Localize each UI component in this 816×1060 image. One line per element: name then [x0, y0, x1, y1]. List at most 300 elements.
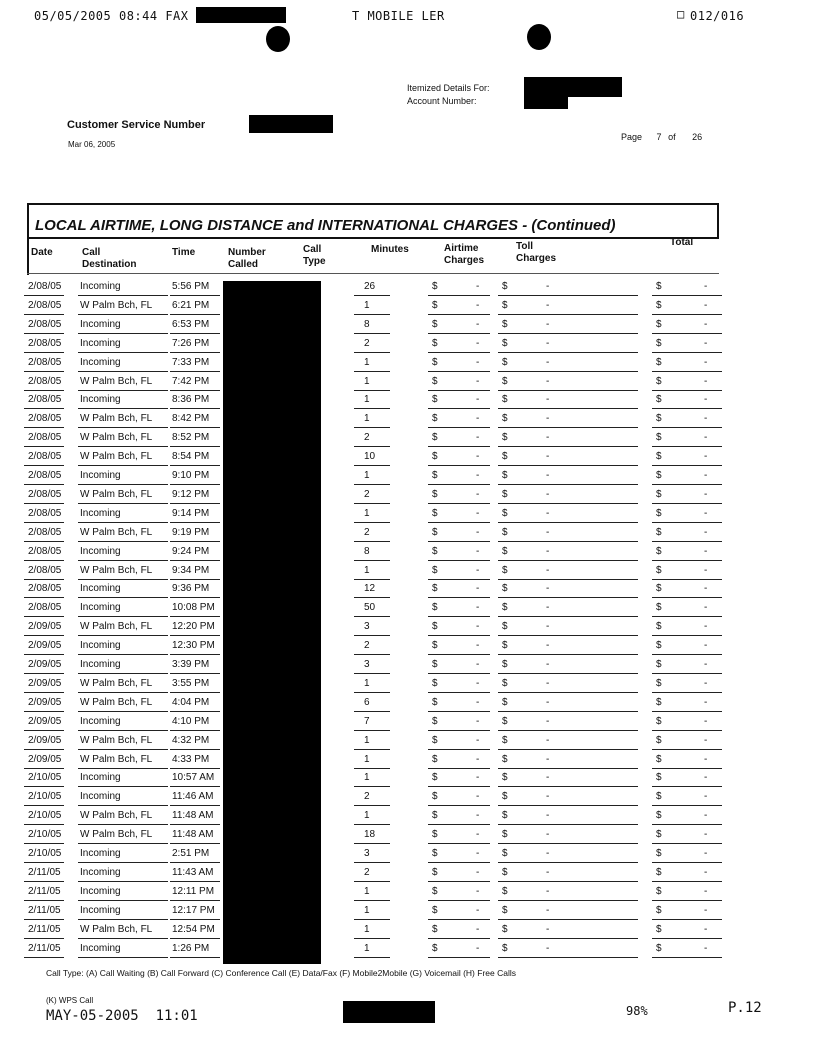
row-rule: [354, 333, 390, 334]
row-rule: [78, 919, 168, 920]
row-rule: [24, 333, 64, 334]
row-airtime-currency: $: [432, 375, 438, 387]
row-rule: [78, 295, 168, 296]
row-rule: [498, 824, 638, 825]
page-info: [621, 132, 702, 142]
row-airtime-value: -: [476, 299, 480, 311]
row-rule: [78, 881, 168, 882]
row-call-destination: W Palm Bch, FL: [80, 810, 153, 822]
row-total-currency: $: [656, 734, 662, 746]
row-time: 4:32 PM: [172, 734, 210, 746]
row-toll-currency: $: [502, 715, 508, 727]
row-rule: [428, 314, 490, 315]
row-toll-value: -: [546, 621, 550, 633]
row-rule: [78, 938, 168, 939]
row-rule: [428, 560, 490, 561]
row-rule: [354, 295, 390, 296]
row-rule: [78, 635, 168, 636]
row-rule: [652, 333, 722, 334]
row-airtime-value: -: [476, 281, 480, 292]
row-minutes: 1: [364, 772, 370, 784]
row-total-value: -: [704, 470, 708, 481]
row-call-destination: Incoming: [80, 602, 121, 614]
row-rule: [354, 465, 390, 466]
row-airtime-value: -: [476, 696, 480, 708]
row-rule: [652, 786, 722, 787]
row-rule: [498, 314, 638, 315]
row-minutes: 8: [364, 318, 370, 330]
row-time: 9:19 PM: [172, 526, 210, 538]
row-total-value: -: [704, 753, 708, 765]
table-row: [24, 864, 724, 883]
row-toll-currency: $: [502, 621, 508, 633]
row-toll-value: -: [546, 715, 550, 727]
row-rule: [170, 900, 220, 901]
row-total-currency: $: [656, 696, 662, 708]
row-rule: [428, 427, 490, 428]
row-total-currency: $: [656, 659, 662, 670]
row-total-value: -: [704, 923, 708, 935]
row-airtime-currency: $: [432, 356, 438, 368]
row-rule: [170, 711, 220, 712]
row-time: 10:08 PM: [172, 602, 215, 614]
row-minutes: 1: [364, 923, 370, 935]
row-airtime-value: -: [476, 356, 480, 368]
row-rule: [78, 465, 168, 466]
row-rule: [498, 352, 638, 353]
row-minutes: 1: [364, 356, 370, 368]
row-airtime-currency: $: [432, 299, 438, 311]
row-airtime-value: -: [476, 470, 480, 481]
row-call-destination: W Palm Bch, FL: [80, 621, 153, 633]
row-total-value: -: [704, 904, 708, 916]
row-call-destination: W Palm Bch, FL: [80, 526, 153, 538]
redaction-block: [524, 95, 568, 109]
row-total-currency: $: [656, 677, 662, 689]
row-rule: [78, 843, 168, 844]
row-rule: [354, 805, 390, 806]
table-row: [24, 732, 724, 751]
row-airtime-value: -: [476, 640, 480, 652]
row-total-value: -: [704, 526, 708, 538]
row-rule: [652, 371, 722, 372]
row-date: 2/09/05: [28, 753, 62, 765]
row-rule: [354, 560, 390, 561]
row-call-destination: Incoming: [80, 545, 121, 557]
table-row: [24, 902, 724, 921]
row-rule: [354, 522, 390, 523]
row-airtime-value: -: [476, 318, 480, 330]
table-row: [24, 713, 724, 732]
row-airtime-currency: $: [432, 318, 438, 330]
row-rule: [652, 730, 722, 731]
row-rule: [24, 503, 64, 504]
row-call-destination: Incoming: [80, 583, 121, 595]
row-rule: [170, 938, 220, 939]
row-rule: [24, 616, 64, 617]
row-date: 2/08/05: [28, 470, 62, 481]
row-call-destination: Incoming: [80, 772, 121, 784]
row-minutes: 2: [364, 866, 370, 878]
row-rule: [428, 919, 490, 920]
row-rule: [24, 635, 64, 636]
row-airtime-currency: $: [432, 753, 438, 765]
row-call-destination: Incoming: [80, 904, 121, 916]
row-time: 3:55 PM: [172, 677, 210, 689]
row-toll-value: -: [546, 470, 550, 481]
row-rule: [428, 503, 490, 504]
row-rule: [78, 805, 168, 806]
row-time: 1:26 PM: [172, 942, 210, 954]
row-toll-value: -: [546, 564, 550, 576]
row-rule: [652, 900, 722, 901]
row-rule: [652, 446, 722, 447]
row-total-currency: $: [656, 281, 662, 292]
row-call-destination: W Palm Bch, FL: [80, 299, 153, 311]
row-toll-currency: $: [502, 602, 508, 614]
row-time: 12:20 PM: [172, 621, 215, 633]
row-total-currency: $: [656, 564, 662, 576]
row-toll-currency: $: [502, 281, 508, 292]
row-rule: [170, 390, 220, 391]
row-total-currency: $: [656, 904, 662, 916]
table-row: [24, 543, 724, 562]
row-rule: [428, 390, 490, 391]
row-minutes: 1: [364, 413, 370, 425]
row-airtime-currency: $: [432, 394, 438, 406]
row-toll-currency: $: [502, 810, 508, 822]
row-rule: [652, 862, 722, 863]
row-rule: [354, 900, 390, 901]
row-time: 12:11 PM: [172, 885, 215, 897]
row-minutes: 50: [364, 602, 376, 614]
row-rule: [498, 371, 638, 372]
row-date: 2/09/05: [28, 621, 62, 633]
table-row: [24, 297, 724, 316]
row-rule: [78, 446, 168, 447]
row-airtime-currency: $: [432, 640, 438, 652]
row-airtime-currency: $: [432, 885, 438, 897]
row-airtime-value: -: [476, 375, 480, 387]
row-date: 2/10/05: [28, 829, 62, 841]
row-toll-currency: $: [502, 696, 508, 708]
row-rule: [354, 711, 390, 712]
row-rule: [498, 541, 638, 542]
table-row: [24, 807, 724, 826]
row-total-currency: $: [656, 526, 662, 538]
row-minutes: 18: [364, 829, 376, 841]
table-row: [24, 354, 724, 373]
row-minutes: 2: [364, 526, 370, 538]
row-call-destination: W Palm Bch, FL: [80, 923, 153, 935]
row-toll-currency: $: [502, 564, 508, 576]
col-header-call-type: Call Type: [303, 244, 326, 267]
row-airtime-currency: $: [432, 564, 438, 576]
row-rule: [170, 616, 220, 617]
row-call-destination: W Palm Bch, FL: [80, 451, 153, 463]
table-row: [24, 751, 724, 770]
fax-timestamp: 05/05/2005 08:44 FAX: [34, 9, 189, 23]
row-call-destination: Incoming: [80, 659, 121, 670]
row-time: 9:10 PM: [172, 470, 210, 481]
row-toll-value: -: [546, 337, 550, 349]
row-time: 12:54 PM: [172, 923, 215, 935]
row-airtime-currency: $: [432, 470, 438, 481]
row-call-destination: W Palm Bch, FL: [80, 734, 153, 746]
row-rule: [24, 730, 64, 731]
row-rule: [170, 295, 220, 296]
row-total-value: -: [704, 375, 708, 387]
row-total-value: -: [704, 602, 708, 614]
row-toll-value: -: [546, 640, 550, 652]
row-rule: [170, 446, 220, 447]
row-rule: [170, 654, 220, 655]
row-date: 2/11/05: [28, 923, 61, 935]
page-number: 7: [656, 132, 662, 142]
row-rule: [78, 560, 168, 561]
row-rule: [354, 616, 390, 617]
row-time: 12:30 PM: [172, 640, 215, 652]
row-rule: [498, 465, 638, 466]
row-rule: [428, 616, 490, 617]
row-rule: [498, 768, 638, 769]
row-rule: [652, 805, 722, 806]
row-total-value: -: [704, 583, 708, 595]
row-toll-currency: $: [502, 942, 508, 954]
row-toll-value: -: [546, 677, 550, 689]
row-rule: [428, 333, 490, 334]
table-row: [24, 921, 724, 940]
row-time: 9:34 PM: [172, 564, 210, 576]
row-minutes: 1: [364, 677, 370, 689]
row-date: 2/08/05: [28, 281, 62, 292]
col-header-date: Date: [31, 247, 53, 258]
row-rule: [354, 919, 390, 920]
table-row: [24, 373, 724, 392]
row-rule: [24, 541, 64, 542]
row-toll-currency: $: [502, 488, 508, 500]
row-toll-currency: $: [502, 356, 508, 368]
row-rule: [428, 711, 490, 712]
of-label: of: [668, 132, 676, 142]
row-toll-currency: $: [502, 640, 508, 652]
row-airtime-value: -: [476, 451, 480, 463]
table-row: [24, 940, 724, 959]
row-rule: [78, 541, 168, 542]
row-rule: [78, 597, 168, 598]
row-total-value: -: [704, 866, 708, 878]
row-toll-currency: $: [502, 659, 508, 670]
row-toll-value: -: [546, 451, 550, 463]
row-rule: [354, 352, 390, 353]
row-rule: [170, 465, 220, 466]
row-airtime-currency: $: [432, 791, 438, 803]
row-toll-value: -: [546, 923, 550, 935]
row-minutes: 1: [364, 885, 370, 897]
row-airtime-value: -: [476, 753, 480, 765]
table-row: [24, 769, 724, 788]
row-total-currency: $: [656, 791, 662, 803]
row-rule: [354, 579, 390, 580]
row-date: 2/08/05: [28, 564, 62, 576]
row-date: 2/09/05: [28, 715, 62, 727]
row-rule: [170, 314, 220, 315]
row-rule: [170, 957, 220, 958]
row-rule: [24, 824, 64, 825]
row-toll-value: -: [546, 413, 550, 425]
row-call-destination: Incoming: [80, 791, 121, 803]
row-rule: [170, 824, 220, 825]
row-toll-currency: $: [502, 753, 508, 765]
row-rule: [652, 711, 722, 712]
row-rule: [78, 522, 168, 523]
row-rule: [652, 654, 722, 655]
row-minutes: 1: [364, 904, 370, 916]
row-airtime-value: -: [476, 337, 480, 349]
row-rule: [170, 408, 220, 409]
row-airtime-currency: $: [432, 829, 438, 841]
row-time: 4:10 PM: [172, 715, 210, 727]
row-rule: [354, 749, 390, 750]
call-type-legend: Call Type: (A) Call Waiting (B) Call Forward (C) Conference Call (E) Data/Fax (F) Mobile2Mobile (G) Voicemail (H) Free Calls: [46, 968, 516, 978]
row-minutes: 3: [364, 659, 370, 670]
row-minutes: 1: [364, 470, 370, 481]
row-total-value: -: [704, 848, 708, 859]
row-airtime-currency: $: [432, 810, 438, 822]
row-toll-currency: $: [502, 734, 508, 746]
row-rule: [78, 730, 168, 731]
row-rule: [170, 730, 220, 731]
row-total-value: -: [704, 432, 708, 444]
row-rule: [498, 616, 638, 617]
statement-date: Mar 06, 2005: [68, 140, 116, 149]
row-airtime-currency: $: [432, 526, 438, 538]
row-date: 2/08/05: [28, 394, 62, 406]
row-time: 7:42 PM: [172, 375, 210, 387]
row-toll-value: -: [546, 829, 550, 841]
row-date: 2/08/05: [28, 356, 62, 368]
row-toll-value: -: [546, 791, 550, 803]
row-rule: [354, 446, 390, 447]
row-rule: [354, 314, 390, 315]
row-date: 2/08/05: [28, 413, 62, 425]
row-time: 8:54 PM: [172, 451, 210, 463]
row-airtime-value: -: [476, 659, 480, 670]
row-rule: [498, 862, 638, 863]
row-call-destination: W Palm Bch, FL: [80, 432, 153, 444]
row-rule: [428, 805, 490, 806]
row-rule: [78, 711, 168, 712]
row-date: 2/10/05: [28, 810, 62, 822]
row-rule: [354, 881, 390, 882]
row-call-destination: Incoming: [80, 866, 121, 878]
row-toll-currency: $: [502, 885, 508, 897]
row-total-currency: $: [656, 545, 662, 557]
row-toll-currency: $: [502, 394, 508, 406]
row-toll-value: -: [546, 810, 550, 822]
row-date: 2/11/05: [28, 866, 61, 878]
row-rule: [652, 881, 722, 882]
punch-hole-mark: [266, 26, 290, 52]
row-toll-currency: $: [502, 583, 508, 595]
row-date: 2/08/05: [28, 451, 62, 463]
row-rule: [354, 371, 390, 372]
row-rule: [24, 314, 64, 315]
row-total-value: -: [704, 337, 708, 349]
fax-sender: T MOBILE LER: [352, 9, 445, 23]
row-rule: [78, 390, 168, 391]
row-airtime-value: -: [476, 810, 480, 822]
row-airtime-currency: $: [432, 772, 438, 784]
row-airtime-value: -: [476, 488, 480, 500]
table-row: [24, 524, 724, 543]
row-date: 2/09/05: [28, 696, 62, 708]
row-call-destination: Incoming: [80, 470, 121, 481]
row-time: 8:42 PM: [172, 413, 210, 425]
row-rule: [652, 465, 722, 466]
row-airtime-value: -: [476, 413, 480, 425]
row-rule: [354, 862, 390, 863]
row-date: 2/08/05: [28, 545, 62, 557]
row-rule: [428, 597, 490, 598]
row-rule: [428, 824, 490, 825]
row-rule: [354, 408, 390, 409]
row-total-currency: $: [656, 337, 662, 349]
row-airtime-value: -: [476, 677, 480, 689]
row-rule: [24, 673, 64, 674]
row-total-value: -: [704, 356, 708, 368]
wps-call-note: (K) WPS Call: [46, 996, 94, 1005]
row-rule: [498, 484, 638, 485]
row-airtime-value: -: [476, 564, 480, 576]
redaction-block: [223, 281, 321, 964]
row-toll-value: -: [546, 507, 550, 519]
row-rule: [428, 446, 490, 447]
row-rule: [78, 786, 168, 787]
row-rule: [24, 654, 64, 655]
row-rule: [170, 862, 220, 863]
row-toll-currency: $: [502, 866, 508, 878]
row-total-currency: $: [656, 602, 662, 614]
row-rule: [24, 560, 64, 561]
row-rule: [24, 408, 64, 409]
row-time: 4:04 PM: [172, 696, 210, 708]
row-rule: [78, 352, 168, 353]
row-airtime-value: -: [476, 602, 480, 614]
account-number-label: Account Number:: [407, 96, 477, 106]
row-toll-currency: $: [502, 848, 508, 859]
table-row: [24, 448, 724, 467]
row-date: 2/08/05: [28, 375, 62, 387]
row-minutes: 2: [364, 791, 370, 803]
row-rule: [170, 560, 220, 561]
row-date: 2/08/05: [28, 583, 62, 595]
row-minutes: 1: [364, 507, 370, 519]
row-rule: [24, 692, 64, 693]
row-rule: [652, 541, 722, 542]
row-rule: [652, 390, 722, 391]
row-airtime-currency: $: [432, 621, 438, 633]
row-toll-value: -: [546, 753, 550, 765]
row-time: 11:43 AM: [172, 866, 214, 878]
row-rule: [652, 560, 722, 561]
row-airtime-currency: $: [432, 866, 438, 878]
row-rule: [170, 597, 220, 598]
punch-hole-mark: [527, 24, 551, 50]
row-total-currency: $: [656, 318, 662, 330]
row-time: 7:33 PM: [172, 356, 210, 368]
row-toll-value: -: [546, 299, 550, 311]
